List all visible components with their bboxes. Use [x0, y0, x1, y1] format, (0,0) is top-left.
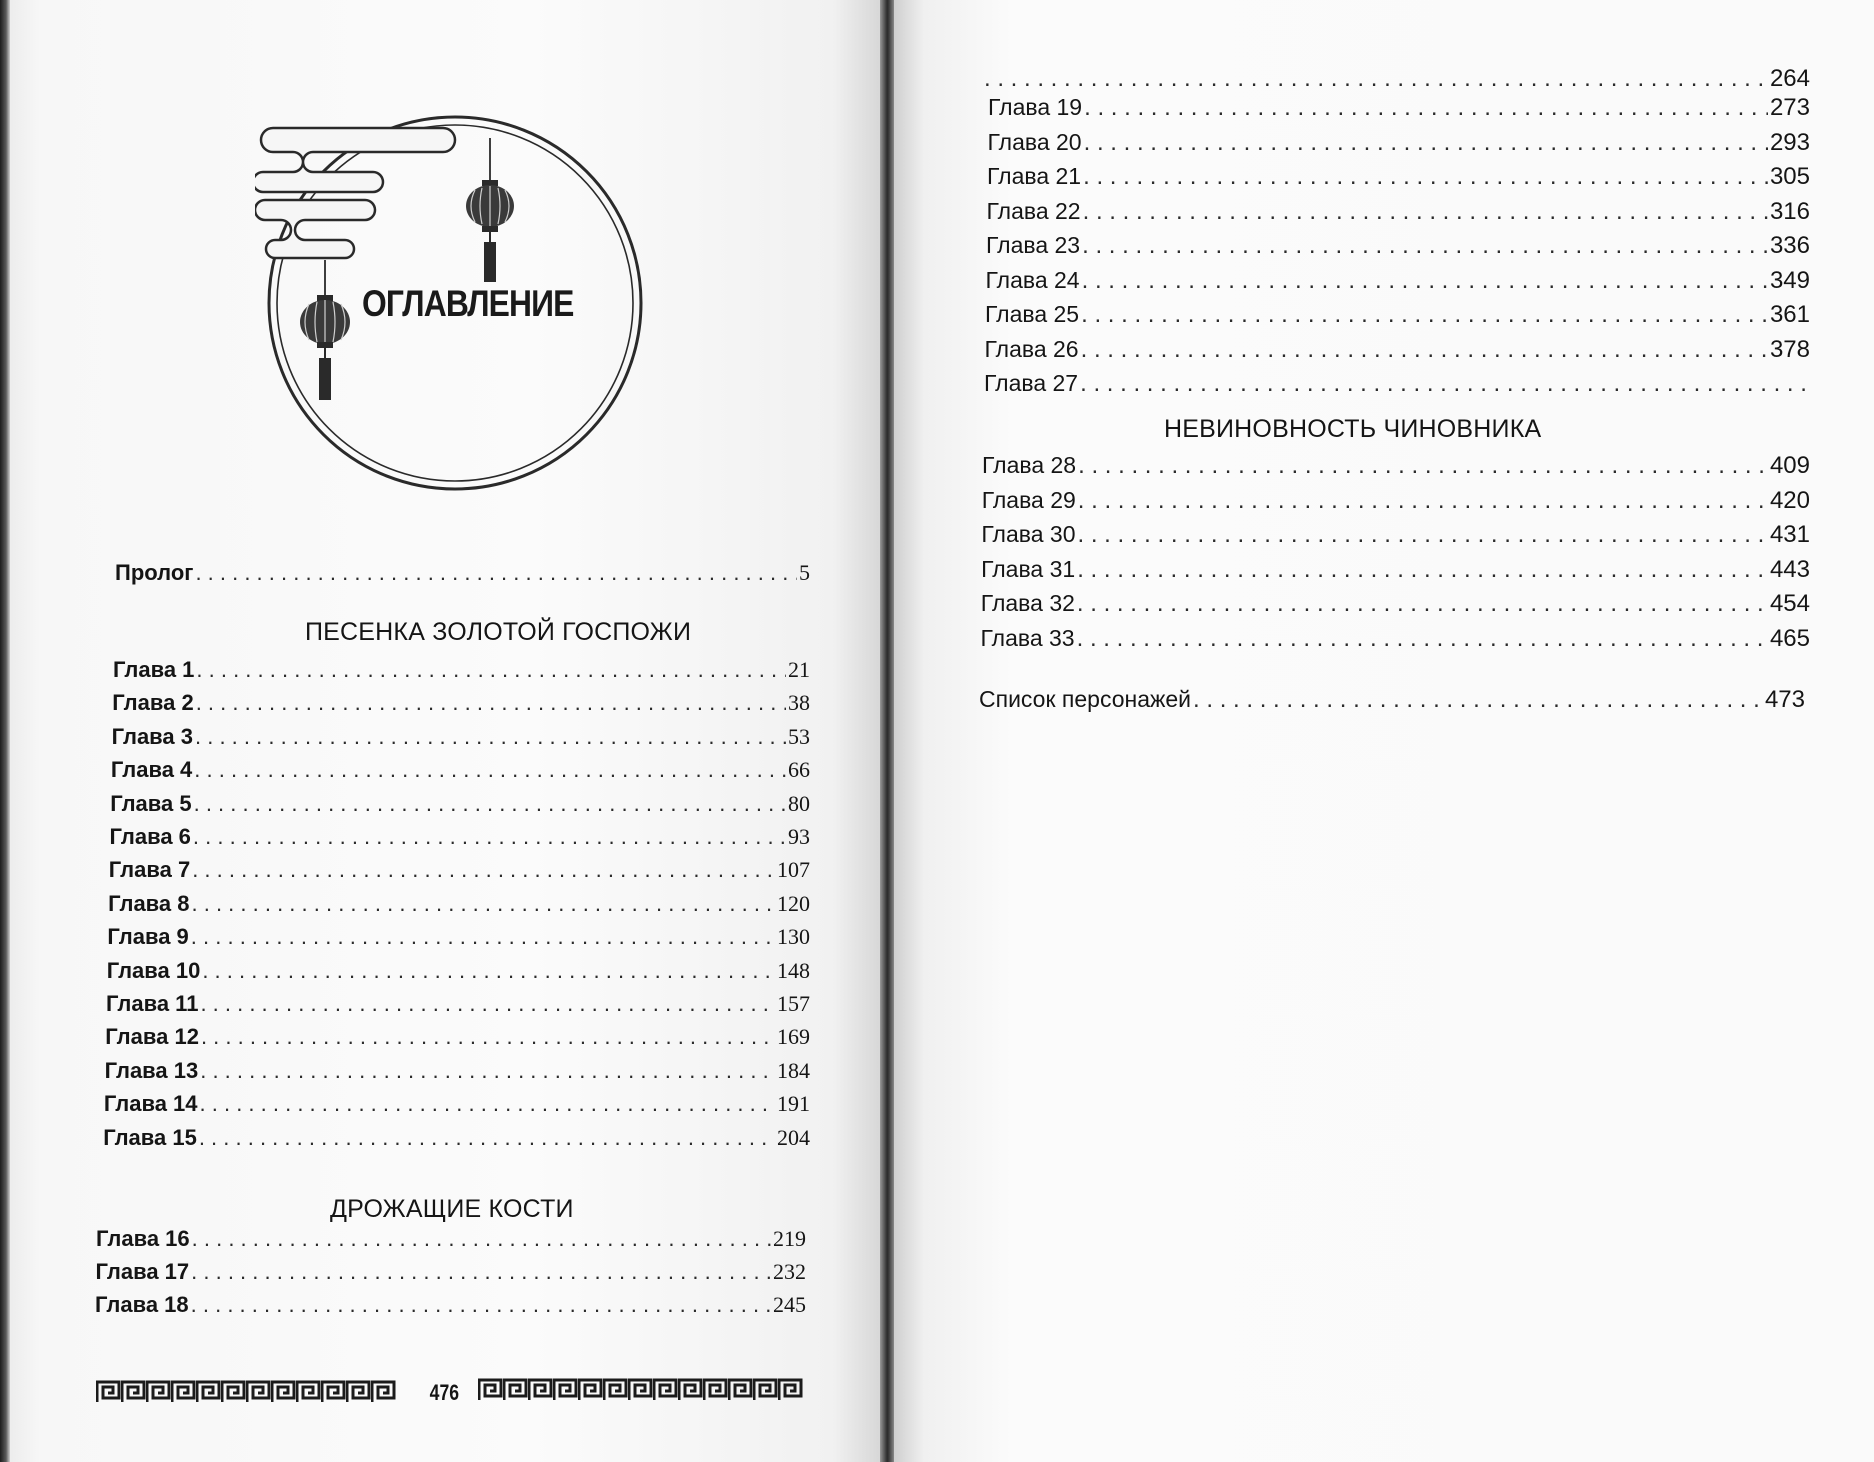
leader-dots — [1083, 163, 1768, 191]
toc-entry-page: 316 — [1769, 197, 1810, 225]
toc-entry-page: 157 — [777, 991, 810, 1016]
meander-tile — [678, 1378, 703, 1402]
leader-dots — [199, 1125, 775, 1151]
toc-entry-label: Глава 24 — [985, 266, 1080, 293]
leader-dots — [1193, 686, 1763, 714]
toc-entry — [988, 129, 1811, 157]
meander-tile — [246, 1380, 271, 1404]
toc-entry-label: Глава 3 — [111, 723, 193, 749]
toc-entry-page: 5 — [799, 560, 810, 585]
toc-entry-prologue — [115, 560, 810, 586]
toc-entry-label: Глава 20 — [987, 128, 1082, 155]
toc-entry — [988, 94, 1810, 122]
toc-entry — [986, 267, 1811, 295]
toc-entry-page: 420 — [1769, 486, 1810, 514]
toc-entry-page: 204 — [776, 1124, 810, 1150]
toc-entry-label: Глава 33 — [980, 624, 1075, 651]
toc-entry — [982, 487, 1810, 515]
meander-tile — [603, 1378, 628, 1402]
meander-tile — [271, 1380, 296, 1404]
page-number: 476 — [429, 1380, 460, 1405]
toc-entry-label: Глава 10 — [106, 957, 201, 983]
toc-entry-page: 361 — [1769, 301, 1810, 328]
toc-entry-page: 465 — [1769, 624, 1810, 652]
leader-dots — [984, 65, 1768, 93]
toc-entry — [110, 791, 810, 817]
toc-entry-label: Глава 6 — [109, 824, 191, 849]
leader-dots — [1084, 129, 1768, 157]
toc-entry — [985, 336, 1811, 364]
toc-entry — [106, 991, 810, 1017]
toc-entry-page: 305 — [1769, 163, 1810, 190]
leader-dots — [201, 1024, 775, 1050]
toc-entry — [95, 1292, 806, 1318]
toc-entry-page: 431 — [1769, 521, 1810, 548]
right-page — [894, 0, 1874, 1462]
leader-dots — [193, 824, 786, 850]
toc-entry-label: Глава 13 — [104, 1057, 199, 1083]
toc-entry — [109, 857, 810, 883]
toc-entry-characters — [979, 686, 1805, 714]
leader-dots — [1077, 625, 1768, 653]
meander-tile — [171, 1380, 196, 1404]
toc-entry — [986, 232, 1810, 260]
meander-tile — [121, 1380, 146, 1404]
meander-tile — [528, 1378, 553, 1402]
meander-tile — [653, 1378, 678, 1402]
toc-entry — [981, 625, 1811, 653]
toc-entry-label: Глава 26 — [984, 335, 1079, 362]
toc-entry-label: Глава 16 — [96, 1226, 190, 1251]
toc-entry-continued — [984, 65, 1810, 93]
toc-entry — [981, 521, 1810, 549]
toc-entry-page: 443 — [1769, 555, 1810, 583]
toc-entry-label: Глава 17 — [95, 1259, 190, 1284]
toc-entry — [104, 1091, 810, 1117]
leader-dots — [195, 560, 797, 586]
left-page — [0, 0, 886, 1462]
leader-dots — [194, 757, 786, 783]
meander-tile — [196, 1380, 221, 1404]
toc-entry-page: 349 — [1769, 266, 1810, 294]
toc-entry — [987, 163, 1810, 191]
toc-entry — [111, 757, 810, 783]
toc-entry-label: Глава 7 — [108, 857, 191, 883]
toc-entry-page: 53 — [787, 723, 810, 749]
toc-entry-page: 130 — [776, 924, 810, 950]
toc-entry — [984, 370, 1810, 398]
toc-entry — [981, 556, 1810, 584]
meander-tile — [753, 1378, 778, 1402]
toc-entry — [110, 824, 811, 850]
toc-entry-label: Глава 19 — [988, 94, 1083, 120]
toc-entry-label: Глава 28 — [982, 452, 1077, 478]
toc-entry-page: 473 — [1764, 686, 1805, 713]
toc-entry-label: Глава 30 — [981, 521, 1076, 547]
toc-entry — [105, 1024, 810, 1050]
leader-dots — [195, 724, 786, 750]
lantern-right-icon — [466, 138, 514, 282]
toc-entry-label: Глава 32 — [980, 590, 1075, 616]
toc-entry-label: Глава 12 — [105, 1024, 199, 1050]
toc-entry-page: 191 — [776, 1091, 810, 1117]
meander-tile — [578, 1378, 603, 1402]
toc-entry — [96, 1226, 806, 1252]
section-title: ДРОЖАЩИЕ КОСТИ — [330, 1195, 574, 1223]
leader-dots — [1077, 556, 1768, 584]
leader-dots — [1080, 370, 1808, 398]
toc-entry-page: 120 — [776, 890, 810, 916]
leader-dots — [200, 991, 775, 1017]
toc-entry-page: 93 — [788, 824, 810, 849]
toc-entry-label: Глава 9 — [107, 924, 189, 950]
toc-entry-page: 107 — [776, 857, 810, 883]
toc-entry-page: 378 — [1769, 335, 1810, 363]
toc-entry-page: 21 — [788, 657, 810, 682]
cloud-motif — [255, 128, 455, 258]
toc-entry-page: 264 — [1769, 65, 1810, 92]
leader-dots — [192, 857, 775, 883]
toc-entry-label: Глава 14 — [103, 1091, 198, 1117]
leader-dots — [191, 1292, 771, 1318]
toc-entry-label: Глава 8 — [108, 890, 190, 916]
toc-entry — [987, 198, 1811, 226]
toc-entry-label: Глава 1 — [113, 657, 195, 682]
meander-tile — [221, 1380, 246, 1404]
toc-entry-label: Глава 2 — [112, 690, 194, 716]
toc-entry-label: Глава 25 — [985, 301, 1080, 327]
leader-dots — [192, 1226, 771, 1252]
meander-tile — [478, 1378, 503, 1402]
meander-tile — [321, 1380, 346, 1404]
toc-entry-label: Глава 21 — [987, 163, 1082, 189]
leader-dots — [1081, 336, 1768, 364]
section-title: НЕВИНОВНОСТЬ ЧИНОВНИКА — [1164, 415, 1542, 443]
toc-entry-page: 184 — [776, 1057, 810, 1083]
toc-entry-page: 219 — [773, 1226, 806, 1251]
toc-entry-page: 293 — [1769, 128, 1810, 156]
leader-dots — [200, 1091, 775, 1117]
toc-entry-label: Глава 15 — [103, 1124, 197, 1150]
toc-entry-page: 454 — [1769, 590, 1810, 617]
leader-dots — [196, 690, 786, 716]
toc-entry — [985, 301, 1810, 329]
leader-dots — [194, 791, 786, 817]
leader-dots — [1078, 487, 1768, 515]
toc-entry-page: 148 — [776, 957, 810, 983]
toc-entry-page: 80 — [787, 790, 810, 816]
toc-entry-label: Список персонажей — [979, 686, 1192, 712]
toc-entry — [112, 724, 810, 750]
toc-entry — [107, 924, 810, 950]
toc-entry-page: 38 — [787, 690, 810, 716]
toc-entry-page: 273 — [1769, 94, 1810, 121]
meander-tile — [296, 1380, 321, 1404]
toc-entry — [982, 452, 1810, 480]
toc-entry — [107, 958, 810, 984]
page-edge-shadow — [0, 0, 10, 1462]
toc-entry-label: Глава 31 — [981, 555, 1076, 582]
meander-tile — [628, 1378, 653, 1402]
toc-entry-label: Глава 4 — [110, 757, 193, 783]
toc-entry-page: 232 — [773, 1259, 806, 1284]
meander-tile — [346, 1380, 371, 1404]
leader-dots — [1078, 521, 1768, 549]
section-title: ПЕСЕНКА ЗОЛОТОЙ ГОСПОЖИ — [305, 618, 692, 646]
leader-dots — [1084, 94, 1768, 122]
leader-dots — [202, 958, 775, 984]
leader-dots — [1078, 452, 1768, 480]
leader-dots — [191, 1259, 771, 1285]
meander-tile — [728, 1378, 753, 1402]
toc-entry-label: Глава 27 — [984, 370, 1079, 396]
toc-entry — [103, 1125, 810, 1151]
toc-entry-page: 409 — [1769, 452, 1810, 479]
lantern-left-icon — [300, 260, 350, 400]
toc-entry-label: Глава 29 — [981, 486, 1076, 513]
meander-tile — [96, 1380, 121, 1404]
toc-entry-page: 245 — [773, 1292, 806, 1317]
meander-tile — [371, 1380, 396, 1404]
meander-tile — [146, 1380, 171, 1404]
leader-dots — [200, 1058, 775, 1084]
toc-entry-label: Глава 23 — [986, 232, 1081, 258]
meander-tile — [553, 1378, 578, 1402]
meander-border-right — [478, 1378, 803, 1404]
leader-dots — [1082, 267, 1768, 295]
toc-entry — [96, 1259, 807, 1285]
leader-dots — [1083, 198, 1768, 226]
toc-entry — [105, 1058, 810, 1084]
toc-entry — [108, 891, 810, 917]
meander-tile — [778, 1378, 803, 1402]
toc-entry-label: Пролог — [115, 560, 194, 585]
toc-entry-label: Глава 5 — [110, 790, 192, 816]
toc-entry-page: 336 — [1769, 232, 1810, 259]
toc-entry-label: Глава 22 — [986, 197, 1081, 224]
toc-entry — [981, 590, 1810, 618]
toc-entry — [113, 657, 810, 683]
meander-tile — [703, 1378, 728, 1402]
leader-dots — [1077, 590, 1768, 618]
leader-dots — [191, 924, 775, 950]
leader-dots — [196, 657, 786, 683]
toc-entry-label: Глава 18 — [95, 1292, 189, 1317]
toc-entry-page: 169 — [776, 1024, 810, 1050]
toc-entry — [112, 690, 810, 716]
toc-entry-label: Глава 11 — [106, 991, 199, 1016]
toc-heading: ОГЛАВЛЕНИЕ — [362, 283, 574, 324]
leader-dots — [1081, 301, 1768, 329]
toc-entry-page: 66 — [787, 757, 810, 783]
leader-dots — [192, 891, 775, 917]
meander-tile — [503, 1378, 528, 1402]
leader-dots — [1082, 232, 1768, 260]
meander-border-left — [96, 1380, 396, 1406]
